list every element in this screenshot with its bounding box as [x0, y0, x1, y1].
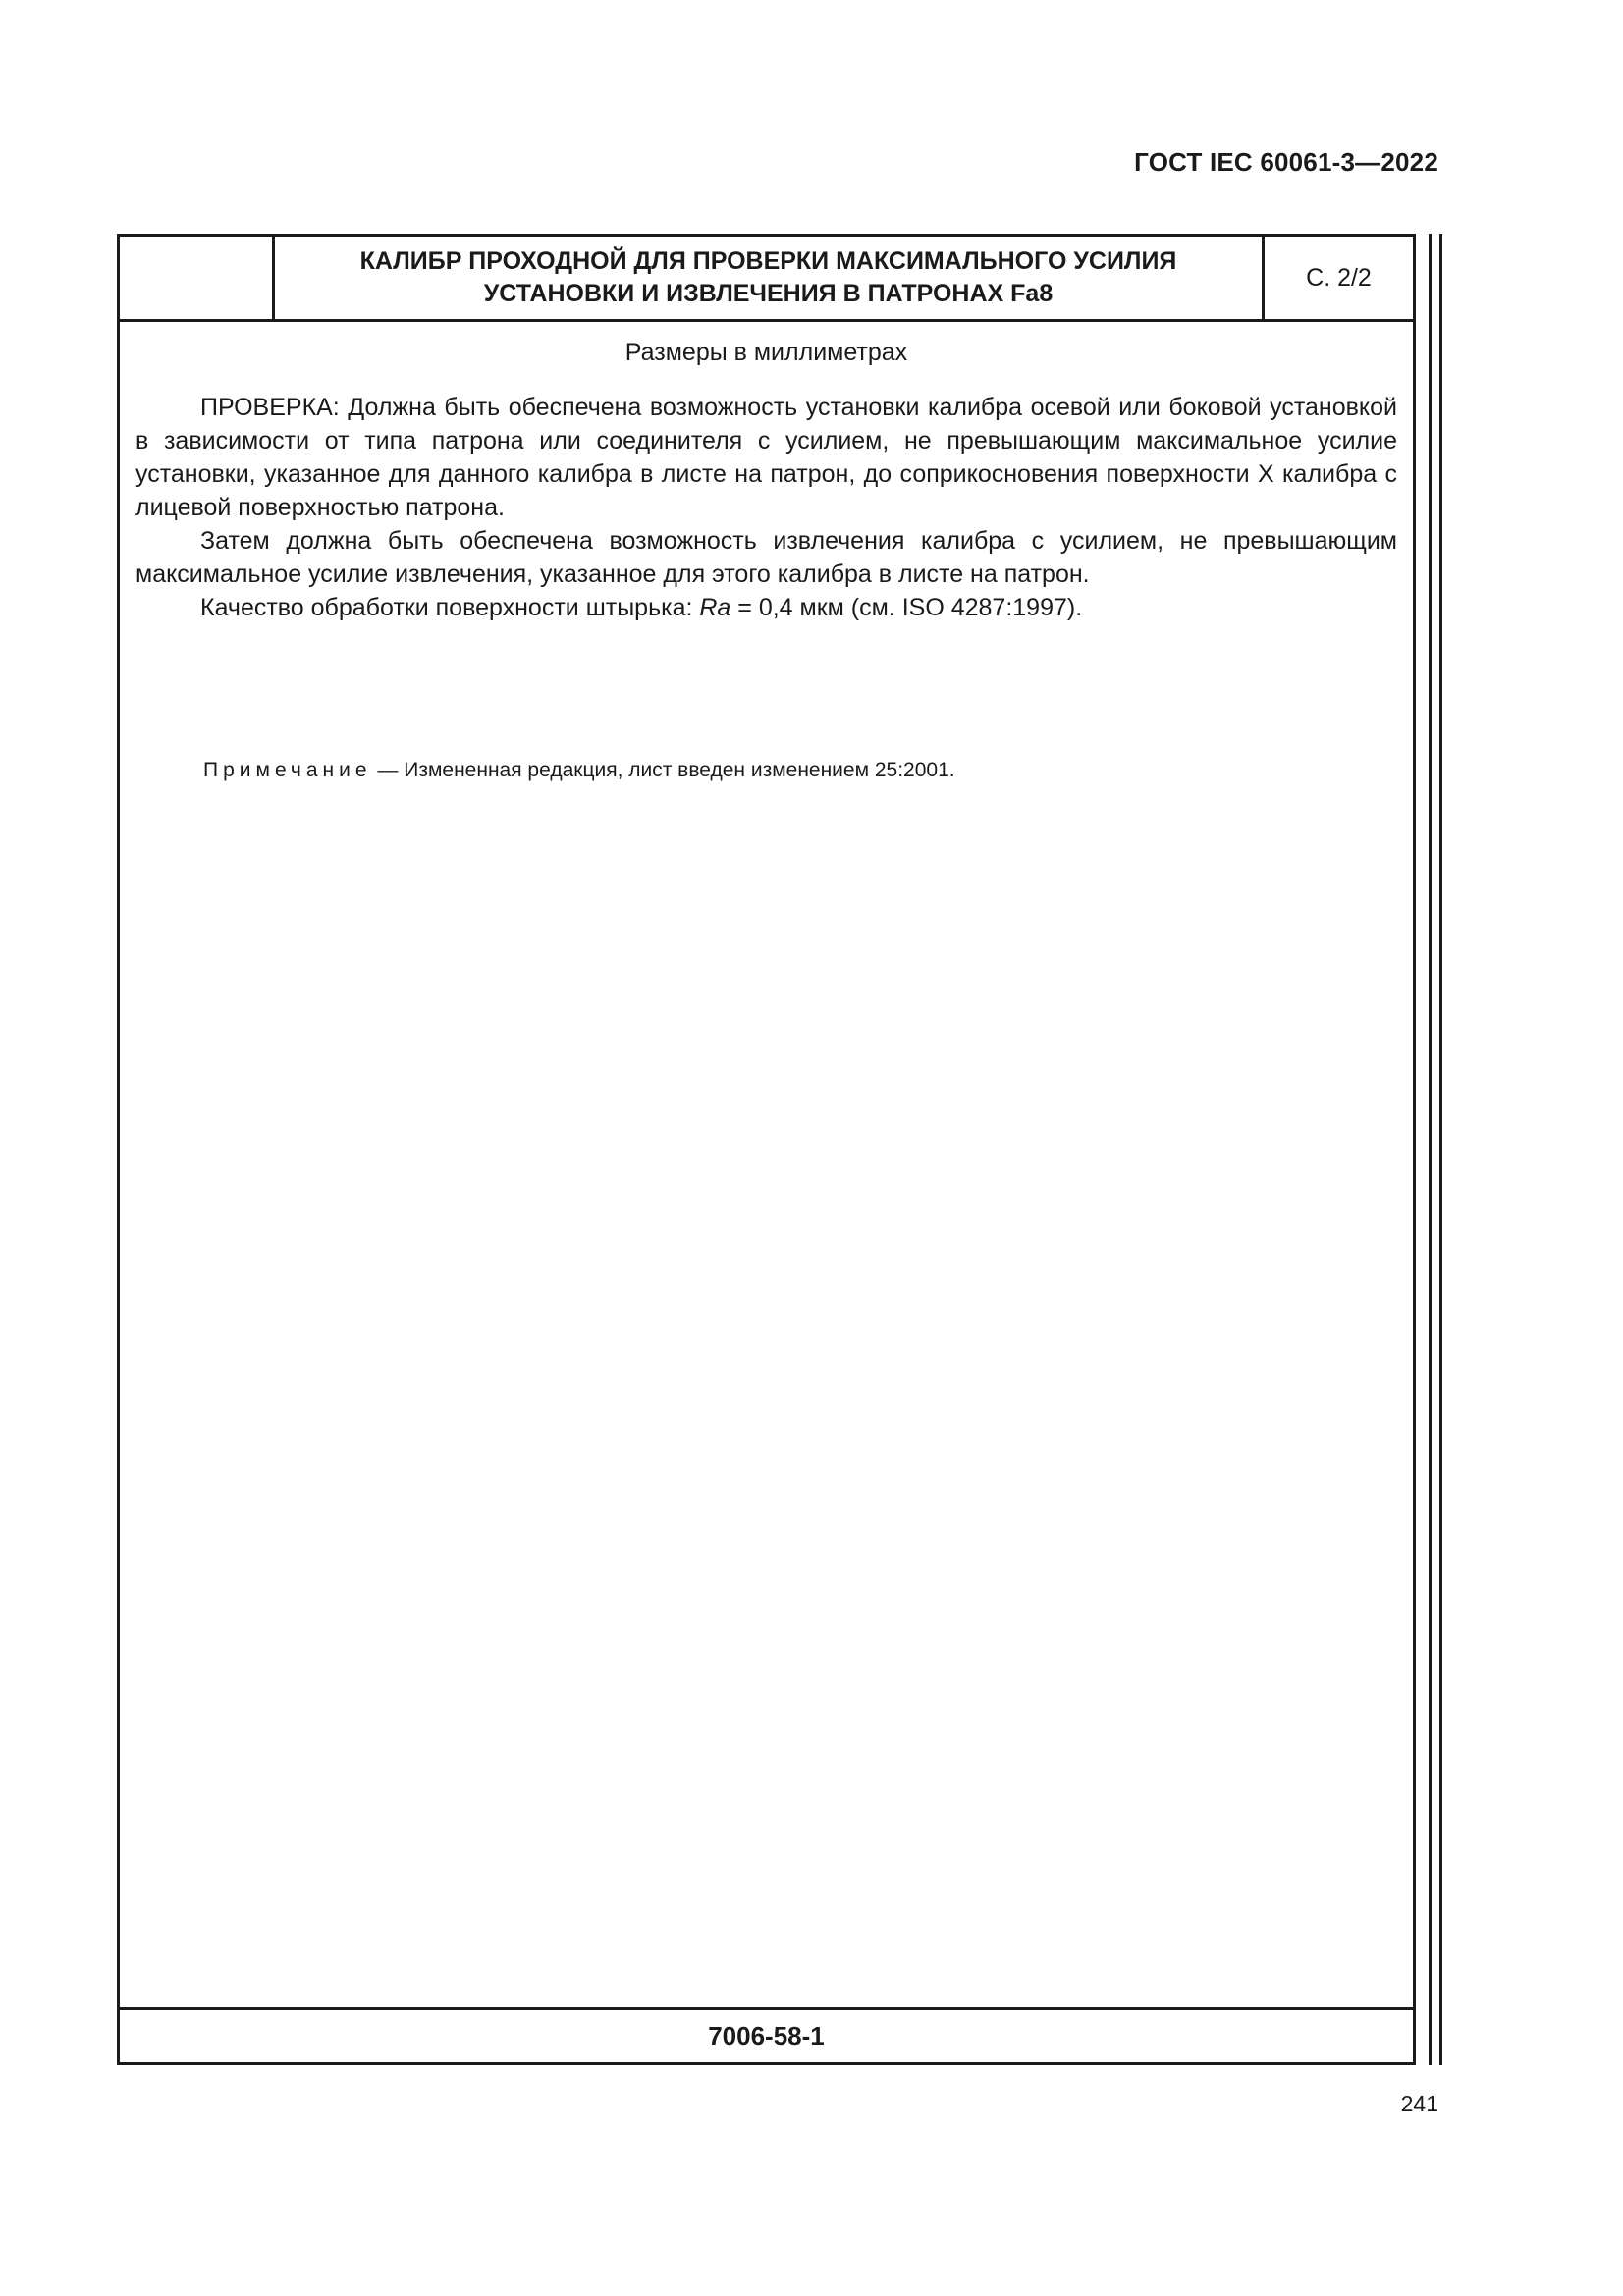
- standard-code: ГОСТ IEC 60061-3—2022: [1134, 147, 1438, 177]
- sheet-header: [120, 237, 1413, 322]
- frame-double-rule-outer: [1439, 234, 1442, 2065]
- sheet-frame: [117, 234, 1416, 2065]
- surface-quality-prefix: Качество обработки поверхности штырька:: [200, 594, 700, 621]
- surface-quality-value: = 0,4 мкм (см. ISO 4287:1997).: [730, 594, 1083, 621]
- note-label: Примечание: [203, 759, 372, 781]
- note: [203, 759, 955, 782]
- sheet-page-indicator: С. 2/2: [1306, 263, 1372, 292]
- dimensions-note: Размеры в миллиметрах: [624, 339, 908, 366]
- page-number: 241: [1400, 2091, 1438, 2116]
- header-blank-cell: [120, 237, 275, 319]
- sheet-number: 7006-58-1: [120, 2007, 1413, 2062]
- sheet-title: [275, 237, 1265, 319]
- roughness-symbol: Ra: [699, 594, 731, 621]
- note-text: — Измененная редакция, лист введен изменением 25:2001.: [371, 759, 955, 781]
- paragraph-extraction: Затем должна быть обеспечена возможность извлечения калибра с усилием, не превышающим максимальное усилие извлечения, указанное для этого калибра в листе на патрон.: [135, 527, 1397, 588]
- paragraph-check: ПРОВЕРКА: Должна быть обеспечена возможность установки калибра осевой или боковой установкой в зависимости от типа патрона или соединителя с усилием, не превышающим максимальное усилие установки, указанное для данного калибра в листе на патрон, до соприкосновения поверхности X калибра с лицевой поверхностью патрона.: [135, 394, 1397, 521]
- sheet-title-line1: КАЛИБР ПРОХОДНОЙ ДЛЯ ПРОВЕРКИ МАКСИМАЛЬНОГО УСИЛИЯ: [359, 247, 1177, 275]
- frame-double-rule-inner: [1429, 234, 1432, 2065]
- sheet-title-line2: УСТАНОВКИ И ИЗВЛЕЧЕНИЯ В ПАТРОНАХ Fa8: [483, 280, 1054, 307]
- paragraph-surface-quality: [135, 591, 1397, 624]
- sheet-body-text: [135, 391, 1397, 624]
